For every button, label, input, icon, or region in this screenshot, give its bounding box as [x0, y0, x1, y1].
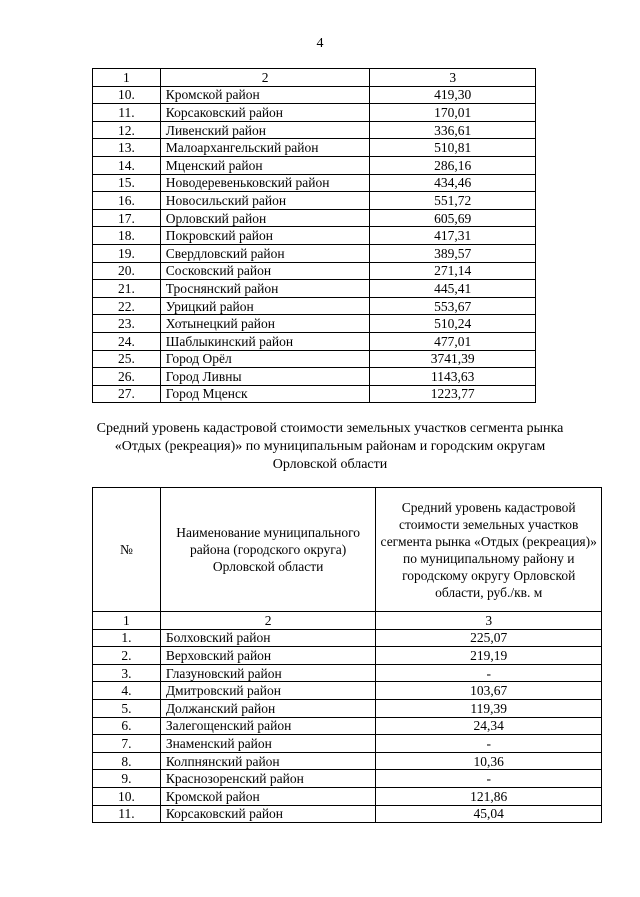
table-row [93, 752, 602, 770]
district-name: Должанский район [160, 699, 376, 717]
column-number: 2 [160, 612, 376, 630]
average-value: 510,81 [370, 139, 536, 157]
section-title-line: Орловской области [272, 457, 388, 472]
column-number: 1 [93, 612, 161, 630]
row-number: 25. [93, 350, 161, 368]
table-row [93, 121, 536, 139]
district-name: Свердловский район [160, 244, 370, 262]
district-name: Ливенский район [160, 121, 370, 139]
district-name: Глазуновский район [160, 664, 376, 682]
row-number: 6. [93, 717, 161, 735]
average-value: 121,86 [376, 787, 602, 805]
row-number: 16. [93, 192, 161, 210]
average-value: 10,36 [376, 752, 602, 770]
table-row [93, 787, 602, 805]
table-row [93, 699, 602, 717]
district-name: Новосильский район [160, 192, 370, 210]
table-row [93, 735, 602, 753]
average-value: 1143,63 [370, 368, 536, 386]
table-row [93, 664, 602, 682]
average-value: - [376, 664, 602, 682]
table-row [93, 629, 602, 647]
average-value: 219,19 [376, 647, 602, 665]
table-row [93, 368, 536, 386]
table-row [93, 770, 602, 788]
district-name: Корсаковский район [160, 805, 376, 823]
district-name: Покровский район [160, 227, 370, 245]
district-name: Урицкий район [160, 297, 370, 315]
table-row [93, 86, 536, 104]
row-number: 9. [93, 770, 161, 788]
table-row [93, 385, 536, 403]
table-row [93, 682, 602, 700]
district-name: Верховский район [160, 647, 376, 665]
header-number: № [93, 488, 161, 612]
table-row [93, 244, 536, 262]
row-number: 13. [93, 139, 161, 157]
district-name: Болховский район [160, 629, 376, 647]
average-value: 286,16 [370, 156, 536, 174]
table-row [93, 209, 536, 227]
district-name: Город Орёл [160, 350, 370, 368]
header-district-name: Наименование муниципального района (городского округа) Орловской области [160, 488, 376, 612]
row-number: 21. [93, 280, 161, 298]
column-number: 3 [370, 69, 536, 87]
average-value: 3741,39 [370, 350, 536, 368]
district-name: Корсаковский район [160, 104, 370, 122]
average-value: 510,24 [370, 315, 536, 333]
row-number: 14. [93, 156, 161, 174]
average-value: 605,69 [370, 209, 536, 227]
table-row [93, 156, 536, 174]
row-number: 19. [93, 244, 161, 262]
average-value: 45,04 [376, 805, 602, 823]
average-value: 553,67 [370, 297, 536, 315]
average-value: 271,14 [370, 262, 536, 280]
table-row [93, 104, 536, 122]
row-number: 23. [93, 315, 161, 333]
row-number: 12. [93, 121, 161, 139]
district-name: Кромской район [160, 86, 370, 104]
average-value: - [376, 770, 602, 788]
district-name: Хотынецкий район [160, 315, 370, 333]
average-value: 434,46 [370, 174, 536, 192]
row-number: 18. [93, 227, 161, 245]
average-value: 389,57 [370, 244, 536, 262]
table-row [93, 262, 536, 280]
district-name: Мценский район [160, 156, 370, 174]
table-row [93, 297, 536, 315]
average-value: - [376, 735, 602, 753]
district-name: Шаблыкинский район [160, 332, 370, 350]
table-header-row [93, 488, 602, 612]
row-number: 27. [93, 385, 161, 403]
row-number: 11. [93, 104, 161, 122]
column-number: 3 [376, 612, 602, 630]
table-row [93, 139, 536, 157]
section-title-line: Средний уровень кадастровой стоимости земельных участков сегмента рынка [96, 421, 564, 436]
row-number: 1. [93, 629, 161, 647]
row-number: 22. [93, 297, 161, 315]
average-value: 170,01 [370, 104, 536, 122]
average-value: 24,34 [376, 717, 602, 735]
district-name: Город Ливны [160, 368, 370, 386]
row-number: 10. [93, 86, 161, 104]
header-average-value: Средний уровень кадастровой стоимости земельных участков сегмента рынка «Отдых (рекреация)» по муниципальному району и городскому округу Орловской области, руб./кв. м [376, 488, 602, 612]
district-name: Дмитровский район [160, 682, 376, 700]
column-number: 2 [160, 69, 370, 87]
average-value: 336,61 [370, 121, 536, 139]
table-row [93, 717, 602, 735]
row-number: 2. [93, 647, 161, 665]
table-row [93, 805, 602, 823]
table-row [93, 227, 536, 245]
district-name: Сосковский район [160, 262, 370, 280]
row-number: 7. [93, 735, 161, 753]
average-value: 419,30 [370, 86, 536, 104]
column-number: 1 [93, 69, 161, 87]
table-row [93, 332, 536, 350]
table-row [93, 174, 536, 192]
row-number: 24. [93, 332, 161, 350]
average-value: 417,31 [370, 227, 536, 245]
table-recreation-values [92, 487, 602, 823]
section-title-line: «Отдых (рекреация)» по муниципальным районам и городским округам [114, 439, 546, 454]
average-value: 119,39 [376, 699, 602, 717]
row-number: 5. [93, 699, 161, 717]
section-title [80, 420, 580, 474]
district-name: Колпнянский район [160, 752, 376, 770]
district-name: Троснянский район [160, 280, 370, 298]
average-value: 225,07 [376, 629, 602, 647]
row-number: 3. [93, 664, 161, 682]
average-value: 103,67 [376, 682, 602, 700]
table-row [93, 192, 536, 210]
district-name: Залегощенский район [160, 717, 376, 735]
average-value: 1223,77 [370, 385, 536, 403]
table-row [93, 350, 536, 368]
row-number: 15. [93, 174, 161, 192]
average-value: 445,41 [370, 280, 536, 298]
row-number: 8. [93, 752, 161, 770]
district-name: Знаменский район [160, 735, 376, 753]
average-value: 551,72 [370, 192, 536, 210]
district-name: Краснозоренский район [160, 770, 376, 788]
row-number: 20. [93, 262, 161, 280]
row-number: 26. [93, 368, 161, 386]
table-column-numbers [93, 612, 602, 630]
row-number: 11. [93, 805, 161, 823]
row-number: 10. [93, 787, 161, 805]
district-name: Кромской район [160, 787, 376, 805]
district-name: Новодеревеньковский район [160, 174, 370, 192]
table-land-values-continued [92, 68, 536, 403]
average-value: 477,01 [370, 332, 536, 350]
table-row [93, 280, 536, 298]
row-number: 4. [93, 682, 161, 700]
table-row [93, 315, 536, 333]
district-name: Орловский район [160, 209, 370, 227]
table-column-numbers [93, 69, 536, 87]
district-name: Малоархангельский район [160, 139, 370, 157]
row-number: 17. [93, 209, 161, 227]
page-number: 4 [316, 36, 324, 51]
table-row [93, 647, 602, 665]
district-name: Город Мценск [160, 385, 370, 403]
